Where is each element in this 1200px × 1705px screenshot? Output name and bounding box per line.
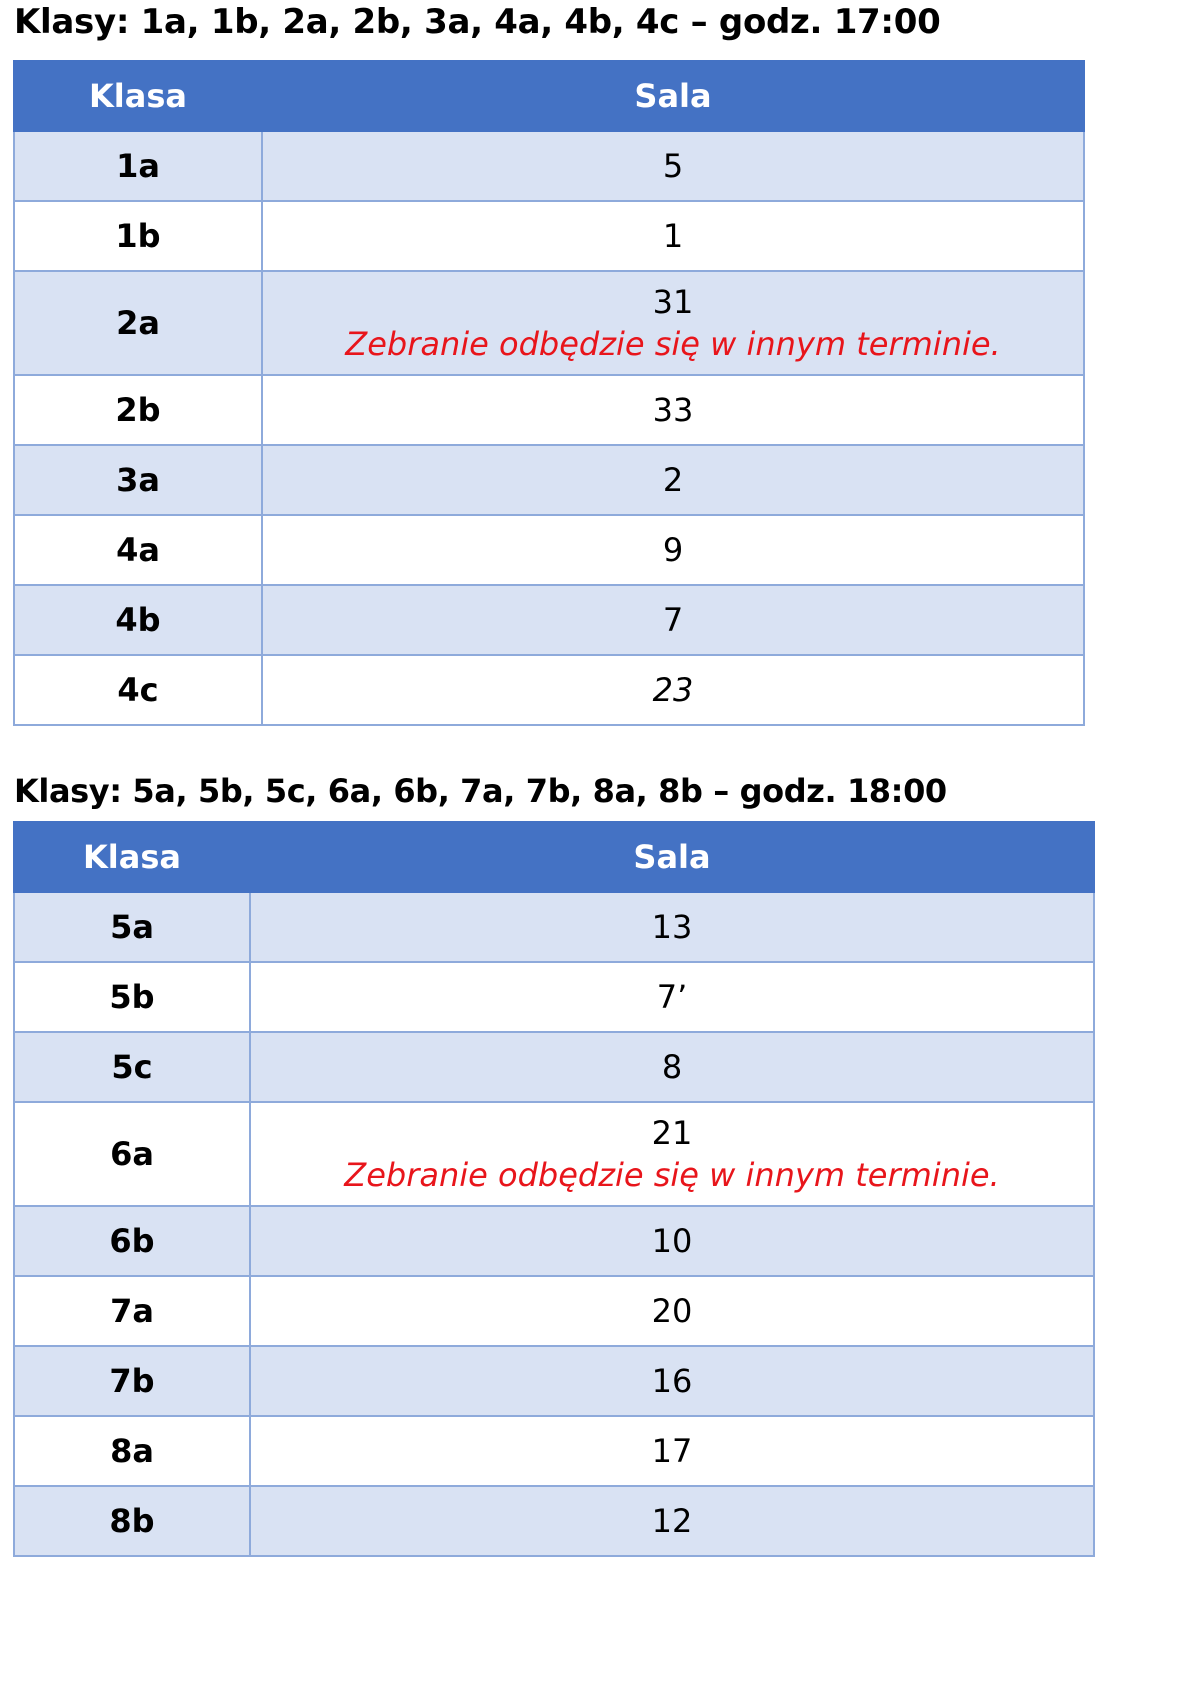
klasa-cell: 5a <box>14 892 250 962</box>
klasa-cell: 8b <box>14 1486 250 1556</box>
table-row <box>14 1102 1094 1206</box>
klasa-cell: 4c <box>14 655 262 725</box>
table-header-row <box>14 61 1084 131</box>
header-klasa: Klasa <box>14 61 262 131</box>
klasa-cell: 4a <box>14 515 262 585</box>
klasa-cell: 3a <box>14 445 262 515</box>
sala-cell: 1 <box>262 201 1084 271</box>
sala-cell: 7 <box>262 585 1084 655</box>
sala-cell: 9 <box>262 515 1084 585</box>
table-row <box>14 131 1084 201</box>
table-row <box>14 375 1084 445</box>
klasa-cell: 6a <box>14 1102 250 1206</box>
section-title-17: Klasy: 1a, 1b, 2a, 2b, 3a, 4a, 4b, 4c – godz. 17:00 <box>14 2 941 42</box>
table-row <box>14 892 1094 962</box>
header-klasa: Klasa <box>14 822 250 892</box>
table-row <box>14 1416 1094 1486</box>
klasa-cell: 5c <box>14 1032 250 1102</box>
sala-cell: 5 <box>262 131 1084 201</box>
header-sala: Sala <box>250 822 1094 892</box>
sala-cell: 7’ <box>250 962 1094 1032</box>
table-row <box>14 271 1084 375</box>
klasa-cell: 7b <box>14 1346 250 1416</box>
sala-note: Zebranie odbędzie się w innym terminie. <box>345 325 1001 363</box>
sala-cell: 23 <box>262 655 1084 725</box>
table-row <box>14 201 1084 271</box>
table-row <box>14 1346 1094 1416</box>
sala-cell: 20 <box>250 1276 1094 1346</box>
schedule-table-18 <box>13 821 1095 1557</box>
sala-cell <box>250 1102 1094 1206</box>
schedule-table-17 <box>13 60 1085 726</box>
sala-number: 21 <box>651 1114 693 1152</box>
table-row <box>14 445 1084 515</box>
table-row <box>14 1032 1094 1102</box>
sala-cell: 2 <box>262 445 1084 515</box>
table-row <box>14 1206 1094 1276</box>
table-row <box>14 962 1094 1032</box>
klasa-cell: 1a <box>14 131 262 201</box>
klasa-cell: 5b <box>14 962 250 1032</box>
klasa-cell: 8a <box>14 1416 250 1486</box>
header-sala: Sala <box>262 61 1084 131</box>
table-row <box>14 585 1084 655</box>
table-row <box>14 1276 1094 1346</box>
klasa-cell: 6b <box>14 1206 250 1276</box>
klasa-cell: 7a <box>14 1276 250 1346</box>
sala-cell: 33 <box>262 375 1084 445</box>
klasa-cell: 2b <box>14 375 262 445</box>
table-row <box>14 515 1084 585</box>
sala-number: 31 <box>652 283 694 321</box>
sala-note: Zebranie odbędzie się w innym terminie. <box>344 1156 1000 1194</box>
klasa-cell: 4b <box>14 585 262 655</box>
klasa-cell: 2a <box>14 271 262 375</box>
sala-cell: 16 <box>250 1346 1094 1416</box>
table-row <box>14 1486 1094 1556</box>
sala-cell: 8 <box>250 1032 1094 1102</box>
sala-cell: 17 <box>250 1416 1094 1486</box>
sala-cell: 12 <box>250 1486 1094 1556</box>
sala-cell <box>262 271 1084 375</box>
table-header-row <box>14 822 1094 892</box>
table-row <box>14 655 1084 725</box>
section-title-18: Klasy: 5a, 5b, 5c, 6a, 6b, 7a, 7b, 8a, 8b – godz. 18:00 <box>14 772 947 810</box>
sala-cell: 13 <box>250 892 1094 962</box>
klasa-cell: 1b <box>14 201 262 271</box>
sala-cell: 10 <box>250 1206 1094 1276</box>
